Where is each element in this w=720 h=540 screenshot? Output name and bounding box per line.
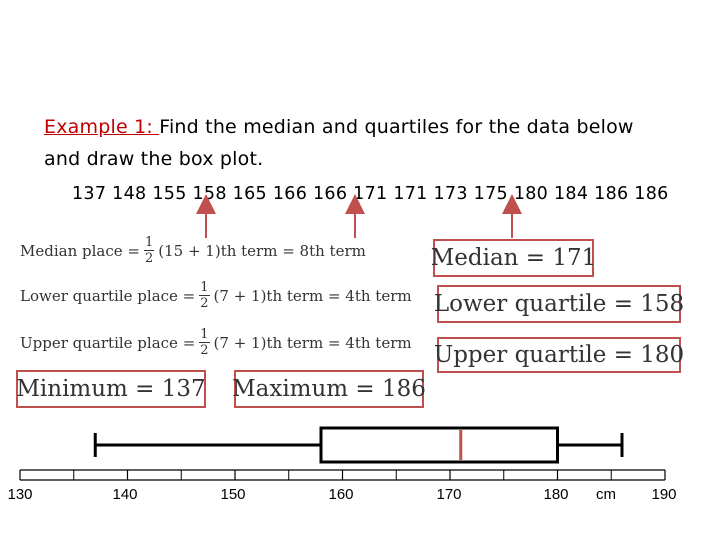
unit-label: cm: [596, 486, 616, 503]
heading-text: Find the median and quartiles for the data below: [159, 116, 634, 138]
fraction-numerator: 1: [200, 327, 209, 342]
data-values: 137 148 155 158 165 166 166 171 171 173 175 180 184 186 186: [72, 184, 669, 204]
axis-tick-label: 130: [7, 486, 33, 503]
upper-quartile-result-box: Upper quartile = 180: [437, 337, 681, 373]
axis-tick-label: 140: [112, 486, 138, 503]
heading-line-2: and draw the box plot.: [44, 148, 264, 170]
fraction-numerator: 1: [144, 235, 154, 250]
maximum-result-box: Maximum = 186: [234, 370, 424, 408]
fraction-denominator: 2: [200, 343, 209, 358]
axis-tick-label: 170: [436, 486, 462, 503]
axis-tick-label: 180: [543, 486, 569, 503]
upper-quartile-place-rest: (7 + 1)th term = 4th term: [213, 333, 412, 352]
lower-quartile-result-box: Lower quartile = 158: [437, 285, 681, 323]
example-label: Example 1:: [44, 116, 160, 138]
lower-quartile-place-label: Lower quartile place =: [20, 286, 196, 305]
axis-tick-label: 150: [220, 486, 246, 503]
axis-tick-label: 160: [328, 486, 354, 503]
interquartile-box: [321, 428, 558, 462]
median-place-rest: (15 + 1)th term = 8th term: [158, 241, 366, 260]
fraction-numerator: 1: [200, 280, 209, 295]
median-result-box: Median = 171: [433, 239, 594, 277]
fraction-denominator: 2: [144, 251, 154, 266]
axis-tick-label: 190: [651, 486, 677, 503]
fraction-denominator: 2: [200, 296, 209, 311]
median-place-label: Median place =: [20, 241, 140, 260]
lower-quartile-place-rest: (7 + 1)th term = 4th term: [213, 286, 412, 305]
upper-quartile-place-label: Upper quartile place =: [20, 333, 196, 352]
minimum-result-box: Minimum = 137: [16, 370, 206, 408]
